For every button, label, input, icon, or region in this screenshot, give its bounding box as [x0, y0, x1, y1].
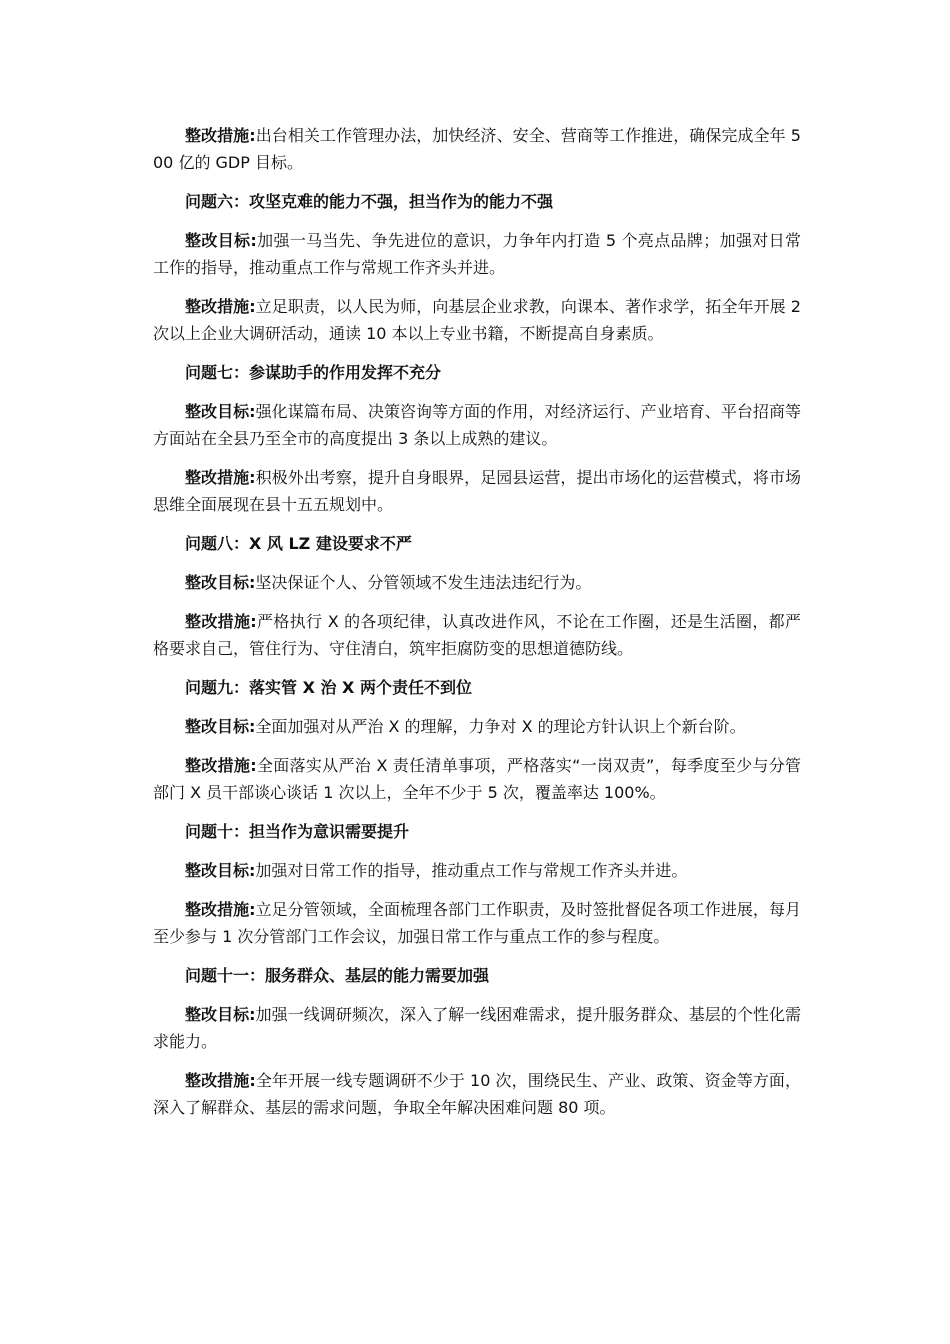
heading-problem-8: 问题八：X 风 LZ 建设要求不严	[185, 534, 412, 553]
paragraph-body: 出台相关工作管理办法，加快经济、安全、营商等工作推进，确保完成全年 500 亿的 GDP 目标。	[153, 126, 801, 172]
paragraph-lead: 整改目标:	[185, 717, 256, 736]
paragraph-lead: 整改目标:	[185, 231, 257, 250]
paragraph-body: 立足分管领域，全面梳理各部门工作职责，及时签批督促各项工作进展，每月至少参与 1 次分管部门工作会议，加强日常工作与重点工作的参与程度。	[153, 900, 801, 946]
paragraph-measures-6	[153, 293, 801, 347]
heading-problem-10: 问题十：担当作为意识需要提升	[185, 822, 410, 841]
paragraph-body: 全面加强对从严治 X 的理解，力争对 X 的理论方针认识上个新台阶。	[255, 717, 746, 736]
paragraph-lead: 整改措施:	[185, 468, 256, 487]
paragraph-goal-9	[153, 713, 801, 740]
paragraph-body: 加强一线调研频次，深入了解一线困难需求，提升服务群众、基层的个性化需求能力。	[153, 1005, 801, 1051]
paragraph-goal-11	[153, 1001, 801, 1055]
paragraph-body: 坚决保证个人、分管领域不发生违法违纪行为。	[255, 573, 592, 592]
heading-problem-6: 问题六：攻坚克难的能力不强，担当作为的能力不强	[185, 192, 554, 211]
heading-problem-7: 问题七：参谋助手的作用发挥不充分	[185, 363, 442, 382]
paragraph-goal-7	[153, 398, 801, 452]
paragraph-body: 全年开展一线专题调研不少于 10 次，围绕民生、产业、政策、资金等方面，深入了解群众、基层的需求问题，争取全年解决困难问题 80 项。	[153, 1071, 801, 1117]
paragraph-body: 加强一马当先、争先进位的意识，力争年内打造 5 个亮点品牌；加强对日常工作的指导，推动重点工作与常规工作齐头并进。	[153, 231, 801, 277]
paragraph-body: 强化谋篇布局、决策咨询等方面的作用，对经济运行、产业培育、平台招商等方面站在全县乃至全市的高度提出 3 条以上成熟的建议。	[153, 402, 801, 448]
paragraph-goal-10	[153, 857, 801, 884]
heading-problem-11: 问题十一：服务群众、基层的能力需要加强	[185, 966, 490, 985]
paragraph-lead: 整改措施:	[185, 900, 256, 919]
paragraph-measures-9	[153, 752, 801, 806]
paragraph-lead: 整改措施:	[185, 1071, 256, 1090]
paragraph-body: 积极外出考察，提升自身眼界，足园县运营，提出市场化的运营模式，将市场思维全面展现在县十五五规划中。	[153, 468, 801, 514]
heading-problem-9: 问题九：落实管 X 治 X 两个责任不到位	[185, 678, 472, 697]
paragraph-measures-8	[153, 608, 801, 662]
paragraph-lead: 整改目标:	[185, 861, 256, 880]
paragraph-lead: 整改措施:	[185, 297, 256, 316]
paragraph-measures-7	[153, 464, 801, 518]
document-page	[153, 122, 801, 1133]
paragraph-lead: 整改目标:	[185, 402, 256, 421]
paragraph-body: 加强对日常工作的指导，推动重点工作与常规工作齐头并进。	[255, 861, 688, 880]
paragraph-body: 全面落实从严治 X 责任清单事项，严格落实“一岗双责”，每季度至少与分管部门 X 员干部谈心谈话 1 次以上，全年不少于 5 次，覆盖率达 100%。	[153, 756, 801, 802]
paragraph-lead: 整改措施:	[185, 756, 257, 775]
paragraph-measures-11	[153, 1067, 801, 1121]
paragraph-measures-1	[153, 122, 801, 176]
paragraph-lead: 整改措施:	[185, 126, 256, 145]
paragraph-goal-8	[153, 569, 801, 596]
paragraph-body: 严格执行 X 的各项纪律，认真改进作风，不论在工作圈，还是生活圈，都严格要求自己，管住行为、守住清白，筑牢拒腐防变的思想道德防线。	[153, 612, 801, 658]
paragraph-measures-10	[153, 896, 801, 950]
paragraph-lead: 整改目标:	[185, 1005, 256, 1024]
paragraph-lead: 整改措施:	[185, 612, 257, 631]
paragraph-goal-6	[153, 227, 801, 281]
paragraph-lead: 整改目标:	[185, 573, 256, 592]
paragraph-body: 立足职责，以人民为师，向基层企业求教，向课本、著作求学，拓全年开展 2 次以上企业大调研活动，通读 10 本以上专业书籍，不断提高自身素质。	[153, 297, 801, 343]
